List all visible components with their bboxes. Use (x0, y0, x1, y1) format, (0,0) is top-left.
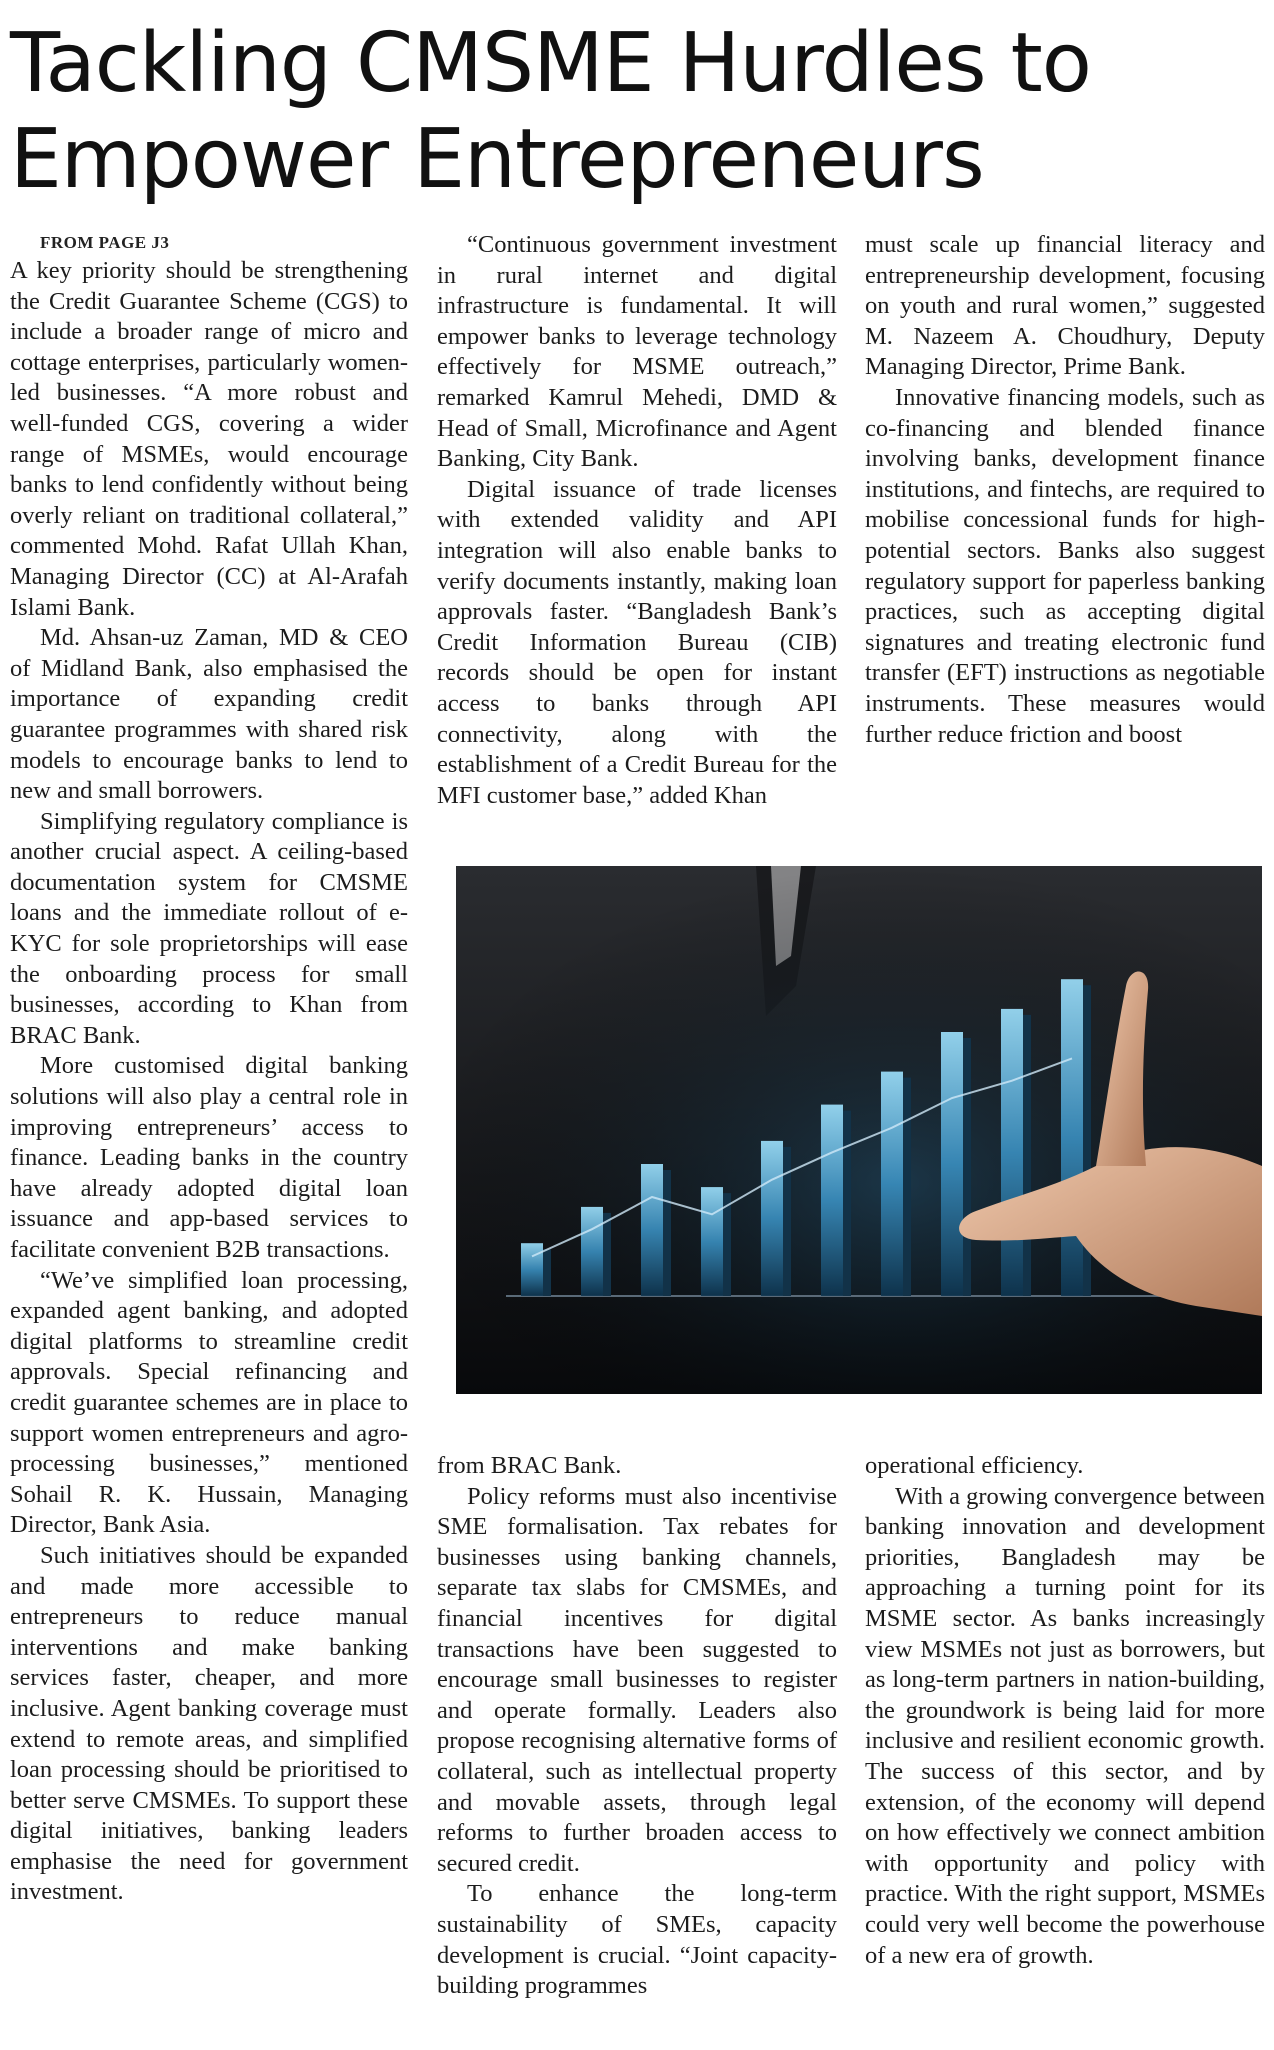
chart-bar (701, 1187, 723, 1296)
paragraph: Md. Ahsan-uz Zaman, MD & CEO of Midland Bank, also emphasised the importance of expanding credit guarantee programmes with shared risk models to encourage banks to lend to new and small borrowers. (10, 624, 408, 805)
chart-bar-side (843, 1111, 851, 1296)
chart-bar (761, 1141, 783, 1296)
column-3-bottom (865, 1451, 1265, 2041)
article-photo (456, 866, 1262, 1394)
chart-bar (821, 1105, 843, 1296)
column-1 (10, 230, 408, 2040)
paragraph: “Continuous government investment in rural internet and digital infrastructure is fundamental. It will empower banks to leverage technology effectively for MSME outreach,” remarked Kamrul Mehedi, DMD & Head of Small, Microfinance and Agent Banking, City Bank. (437, 231, 837, 473)
paragraph: “We’ve simplified loan processing, expanded agent banking, and adopted digital platforms to streamline credit approvals. Special refinancing and credit guarantee schemes are in place to support women entrepreneurs and agro-processing businesses,” mentioned Sohail R. K. Hussain, Managing Director, Bank Asia. (10, 1266, 408, 1539)
paragraph: Digital issuance of trade licenses with extended validity and API integration will also enable banks to verify documents instantly, making loan approvals faster. “Bangladesh Bank’s Credit Information Bureau (CIB) records should be open for instant access to banks through API connectivity, along with the establishment of a Credit Bureau for the MFI customer base,” added Khan (437, 475, 837, 809)
paragraph: To enhance the long-term sustainability of SMEs, capacity development is crucial. “Joint capacity-building programmes (437, 1880, 837, 2000)
paragraph: Such initiatives should be expanded and made more accessible to entrepreneurs to reduce manual interventions and make banking services faster, cheaper, and more inclusive. Agent banking coverage must extend to remote areas, and simplified loan processing should be prioritised to better serve CMSMEs. To support these digital initiatives, banking leaders emphasise the need for government investment. (10, 1541, 408, 1906)
paragraph: must scale up financial literacy and entrepreneurship development, focusing on youth and rural women,” suggested M. Nazeem A. Choudhury, Deputy Managing Director, Prime Bank. (865, 231, 1265, 381)
column-2-top (437, 230, 837, 830)
chart-bar-side (543, 1249, 551, 1296)
photo-illustration (456, 866, 1262, 1394)
chart-bar (881, 1072, 903, 1296)
chart-bar-side (783, 1147, 791, 1296)
paragraph: With a growing convergence between banking innovation and development priorities, Bangladesh may be approaching a turning point for its MSME sector. As banks increasingly view MSMEs not just as borrowers, but as long-term partners in nation-building, the groundwork is being laid for more inclusive and resilient economic growth. The success of this sector, and by extension, of the economy will depend on how effectively we connect ambition with opportunity and policy with practice. With the right support, MSMEs could very well become the powerhouse of a new era of growth. (865, 1482, 1266, 1969)
chart-bar (521, 1243, 543, 1296)
chart-bar-side (903, 1078, 911, 1296)
column-3-top (865, 230, 1265, 830)
headline (10, 16, 1260, 208)
chart-bar-side (723, 1193, 731, 1296)
paragraph: Innovative financing models, such as co-financing and blended finance involving banks, development finance institutions, and fintechs, are required to mobilise concessional funds for high-potential sectors. Banks also suggest regulatory support for paperless banking practices, such as accepting digital signatures and treating electronic fund transfer (EFT) instructions as negotiable instruments. These measures would further reduce friction and boost (865, 383, 1265, 748)
chart-bar (1001, 1009, 1023, 1296)
column-2-bottom (437, 1451, 837, 2041)
chart-bar-side (963, 1038, 971, 1296)
chart-bar (641, 1164, 663, 1296)
headline-line-2: Empower Entrepreneurs (10, 112, 984, 207)
chart-bar (941, 1032, 963, 1296)
paragraph: Policy reforms must also incentivise SME formalisation. Tax rebates for businesses using banking channels, separate tax slabs for CMSMEs, and financial incentives for digital transactions have been suggested to encourage small businesses to register and operate formally. Leaders also propose recognising alternative forms of collateral, such as intellectual property and movable assets, through legal reforms to further broaden access to secured credit. (437, 1482, 837, 1877)
paragraph: operational efficiency. (865, 1452, 1084, 1479)
headline-line-1: Tackling CMSME Hurdles to (10, 16, 1091, 111)
paragraph: A key priority should be strengthening the Credit Guarantee Scheme (CGS) to include a broader range of micro and cottage enterprises, particularly women-led businesses. “A more robust and well-funded CGS, covering a wider range of MSMEs, would encourage banks to lend confidently without being overly reliant on traditional collateral,” commented Mohd. Rafat Ullah Khan, Managing Director (CC) at Al-Arafah Islami Bank. (10, 257, 408, 621)
chart-bar (1061, 979, 1083, 1296)
chart-bar-side (1023, 1015, 1031, 1296)
paragraph: Simplifying regulatory compliance is another crucial aspect. A ceiling-based documentation system for CMSME loans and the immediate rollout of e-KYC for sole proprietorships will ease the onboarding process for small businesses, according to Khan from BRAC Bank. (10, 807, 408, 1049)
chart-bar-side (663, 1170, 671, 1296)
chart-bar-side (603, 1213, 611, 1296)
kicker: FROM PAGE J3 (40, 233, 170, 252)
chart-bar (581, 1207, 603, 1296)
paragraph: from BRAC Bank. (437, 1452, 622, 1479)
paragraph: More customised digital banking solutions will also play a central role in improving entrepreneurs’ access to finance. Leading banks in the country have already adopted digital loan issuance and app-based services to facilitate convenient B2B transactions. (10, 1052, 408, 1263)
